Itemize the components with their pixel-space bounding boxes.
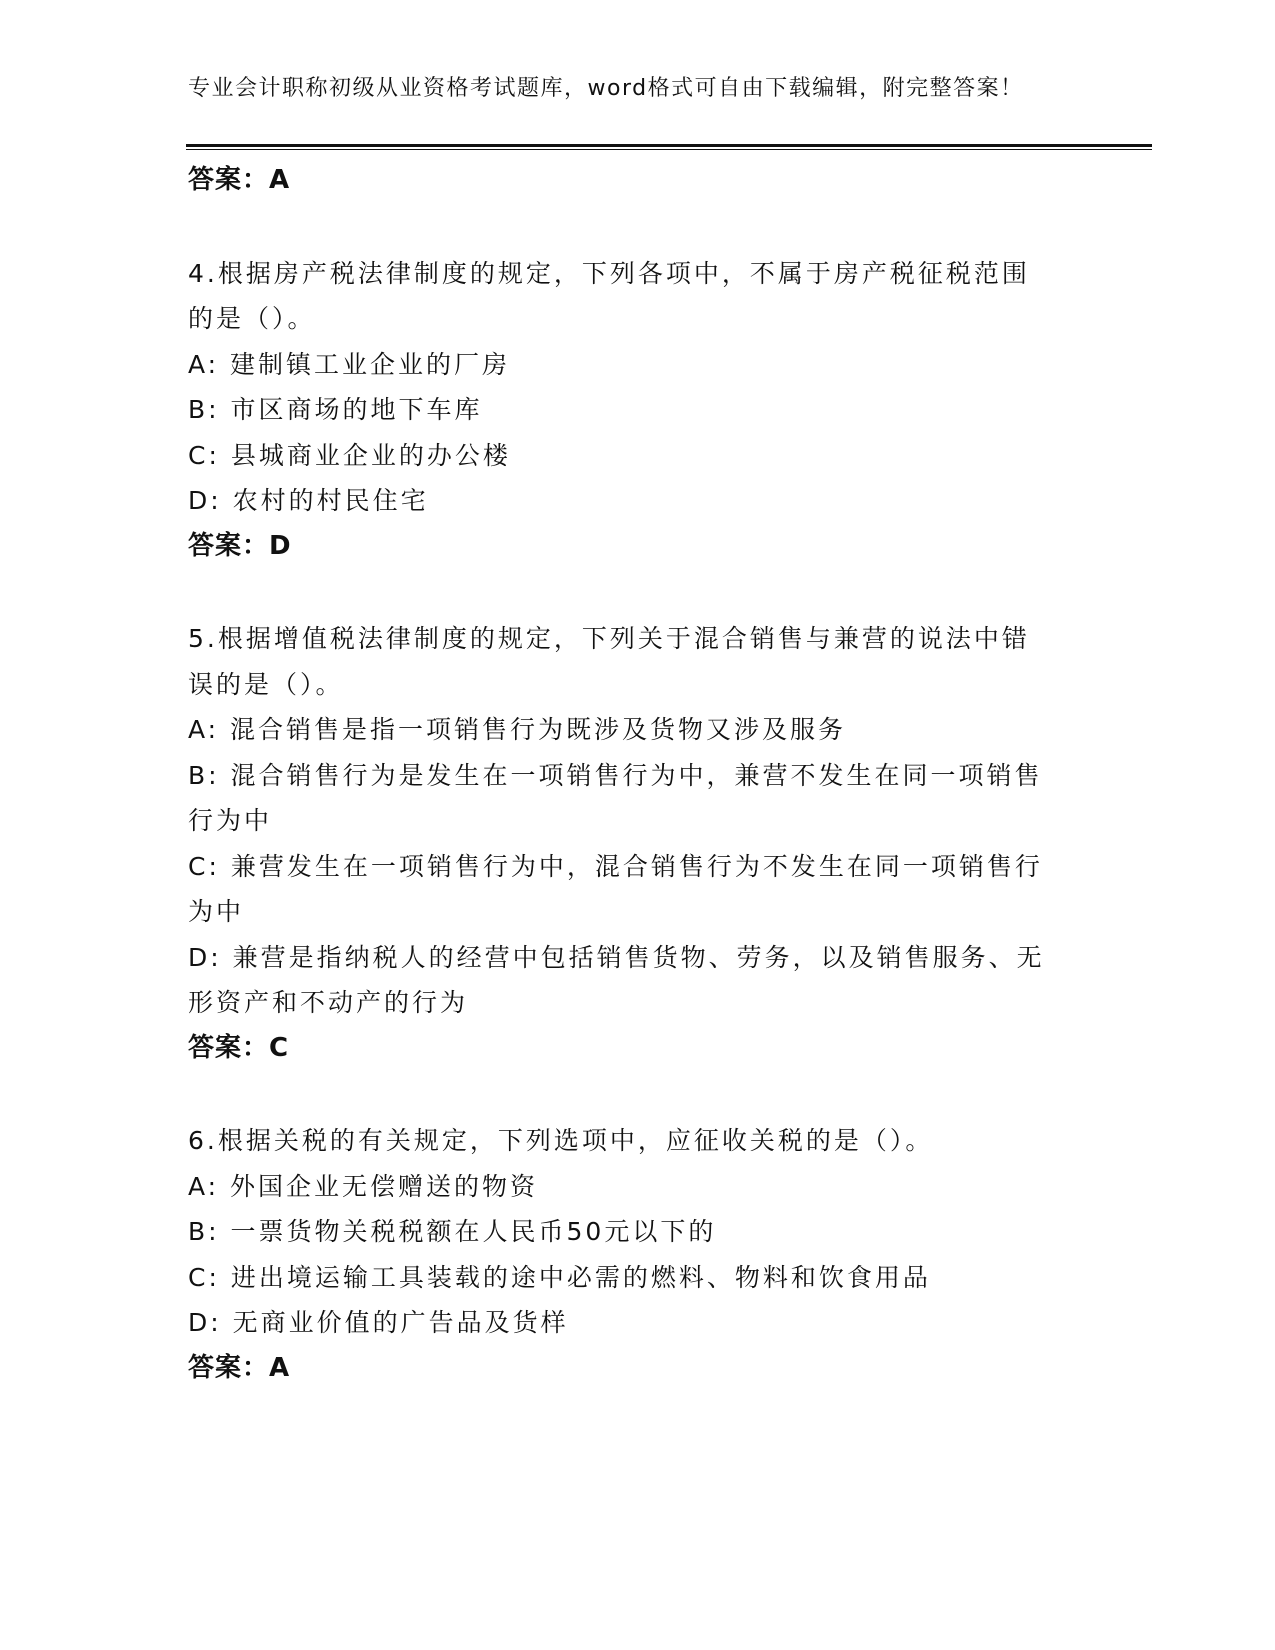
- answer: 答案：C: [188, 1032, 290, 1063]
- answer: 答案：A: [188, 1352, 291, 1383]
- option-d-continued: 形资产和不动产的行为: [188, 988, 469, 1017]
- header-rule-thin: [186, 149, 1152, 150]
- question-stem: 误的是（）。: [188, 669, 344, 699]
- option-b-continued: 行为中: [188, 806, 273, 835]
- spacer: [188, 204, 1088, 251]
- question-5: [188, 616, 1088, 1071]
- option-c: C: 进出境运输工具装载的途中必需的燃料、物料和饮食用品: [188, 1262, 931, 1292]
- option-c: C: 县城商业企业的办公楼: [188, 440, 511, 470]
- header-rule-thick: [186, 144, 1152, 147]
- question-stem: 6.根据关税的有关规定，下列选项中，应征收关税的是（）。: [188, 1126, 934, 1155]
- question-stem: 5.根据增值税法律制度的规定，下列关于混合销售与兼营的说法中错: [188, 624, 1030, 653]
- option-d: D: 无商业价值的广告品及货样: [188, 1308, 569, 1337]
- option-c: C: 兼营发生在一项销售行为中，混合销售行为不发生在同一项销售行: [188, 851, 1043, 881]
- option-a: A: 混合销售是指一项销售行为既涉及货物又涉及服务: [188, 715, 847, 744]
- option-a: A: 建制镇工业企业的厂房: [188, 349, 511, 379]
- question-stem: 4.根据房产税法律制度的规定，下列各项中，不属于房产税征税范围: [188, 258, 1030, 288]
- question-stem: 的是（）。: [188, 304, 316, 333]
- option-d: D: 兼营是指纳税人的经营中包括销售货物、劳务，以及销售服务、无: [188, 942, 1045, 972]
- option-b: B: 市区商场的地下车库: [188, 395, 483, 424]
- question-6: [188, 1118, 1088, 1391]
- option-a: A: 外国企业无偿赠送的物资: [188, 1171, 539, 1201]
- option-b: B: 一票货物关税税额在人民币50元以下的: [188, 1217, 717, 1246]
- spacer: [188, 1071, 1088, 1118]
- spacer: [188, 569, 1088, 616]
- header-text: 专业会计职称初级从业资格考试题库，word格式可自由下载编辑，附完整答案！: [188, 76, 1024, 101]
- question-4: [188, 251, 1088, 570]
- option-d: D: 农村的村民住宅: [188, 486, 429, 515]
- option-c-continued: 为中: [188, 897, 245, 926]
- answer: 答案：D: [188, 530, 292, 561]
- answer-q3: 答案：A: [188, 165, 291, 195]
- question-content: [188, 158, 1088, 1391]
- option-b: B: 混合销售行为是发生在一项销售行为中，兼营不发生在同一项销售: [188, 760, 1043, 790]
